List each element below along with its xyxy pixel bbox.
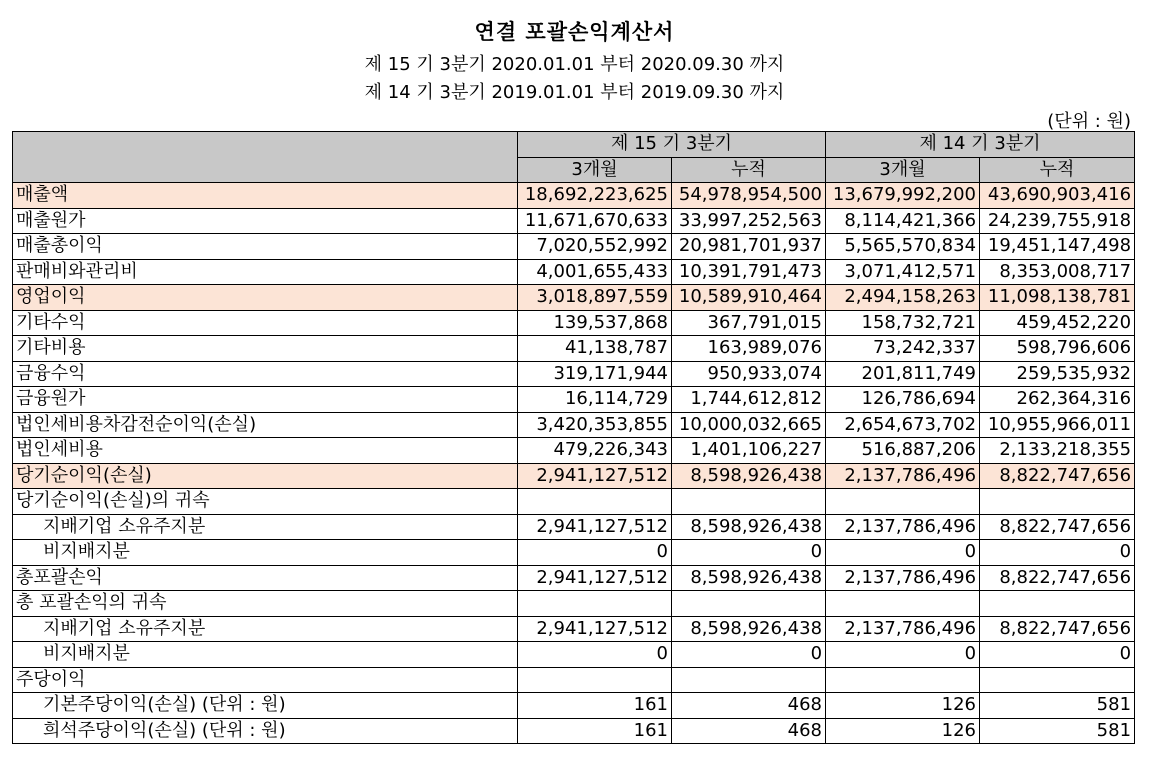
table-row [13,565,1135,591]
row-value: 2,941,127,512 [518,514,672,540]
row-label: 주당이익 [13,667,518,693]
row-value [672,667,826,693]
table-row [13,285,1135,311]
row-value: 20,981,701,937 [672,234,826,260]
current-3month-header: 3개월 [518,157,672,183]
row-value: 11,671,670,633 [518,208,672,234]
row-value: 1,401,106,227 [672,438,826,464]
row-value [826,489,980,515]
row-value: 2,133,218,355 [980,438,1135,464]
row-label: 매출총이익 [13,234,518,260]
row-label: 희석주당이익(손실) (단위 : 원) [13,718,518,744]
statement-title: 연결 포괄손익계산서 [474,20,675,44]
table-row [13,540,1135,566]
row-value [980,489,1135,515]
row-value: 10,391,791,473 [672,259,826,285]
row-value: 262,364,316 [980,387,1135,413]
table-row [13,412,1135,438]
row-label: 기타비용 [13,336,518,362]
row-value: 161 [518,693,672,719]
row-value [980,667,1135,693]
prior-period-header: 제 14 기 3분기 [826,132,1135,158]
row-value: 139,537,868 [518,310,672,336]
row-value: 19,451,147,498 [980,234,1135,260]
row-value: 8,822,747,656 [980,514,1135,540]
row-value: 468 [672,693,826,719]
row-value [518,667,672,693]
row-value [518,591,672,617]
row-label: 판매비와관리비 [13,259,518,285]
income-statement-table [12,131,1135,744]
row-value: 126,786,694 [826,387,980,413]
table-row [13,693,1135,719]
row-label: 당기순이익(손실) [13,463,518,489]
row-value: 8,822,747,656 [980,616,1135,642]
row-label: 기타수익 [13,310,518,336]
row-value: 1,744,612,812 [672,387,826,413]
row-value: 5,565,570,834 [826,234,980,260]
row-value: 0 [826,540,980,566]
row-value: 0 [826,642,980,668]
row-value: 13,679,992,200 [826,183,980,209]
row-value: 0 [980,540,1135,566]
row-value: 0 [518,540,672,566]
row-value [826,667,980,693]
row-value: 0 [980,642,1135,668]
row-value: 43,690,903,416 [980,183,1135,209]
row-value: 516,887,206 [826,438,980,464]
unit-label: (단위 : 원) [1047,111,1131,132]
row-value: 468 [672,718,826,744]
row-value: 479,226,343 [518,438,672,464]
row-value: 126 [826,693,980,719]
row-value: 2,494,158,263 [826,285,980,311]
row-value: 2,137,786,496 [826,565,980,591]
row-value: 163,989,076 [672,336,826,362]
table-row [13,489,1135,515]
row-value: 367,791,015 [672,310,826,336]
row-value: 8,598,926,438 [672,514,826,540]
row-label: 총포괄손익 [13,565,518,591]
row-label: 법인세비용차감전순이익(손실) [13,412,518,438]
table-body [13,183,1135,744]
table-row [13,514,1135,540]
table-row [13,718,1135,744]
row-label: 지배기업 소유주지분 [13,514,518,540]
table-row [13,336,1135,362]
row-value: 16,114,729 [518,387,672,413]
row-value: 8,598,926,438 [672,463,826,489]
row-value: 2,941,127,512 [518,463,672,489]
row-value: 8,114,421,366 [826,208,980,234]
prior-3month-header: 3개월 [826,157,980,183]
row-value: 598,796,606 [980,336,1135,362]
current-cumulative-header: 누적 [672,157,826,183]
row-value: 459,452,220 [980,310,1135,336]
table-row [13,259,1135,285]
table-row [13,234,1135,260]
row-value: 2,137,786,496 [826,616,980,642]
row-value: 10,955,966,011 [980,412,1135,438]
current-period-header: 제 15 기 3분기 [518,132,826,158]
prior-period-line: 제 14 기 3분기 2019.01.01 부터 2019.09.30 까지 [364,82,785,103]
row-value: 2,941,127,512 [518,616,672,642]
row-value: 18,692,223,625 [518,183,672,209]
row-value: 0 [672,540,826,566]
table-row [13,438,1135,464]
row-value: 8,598,926,438 [672,616,826,642]
row-value: 8,822,747,656 [980,565,1135,591]
row-value: 54,978,954,500 [672,183,826,209]
row-value: 10,000,032,665 [672,412,826,438]
row-value: 4,001,655,433 [518,259,672,285]
row-value: 3,018,897,559 [518,285,672,311]
row-value: 41,138,787 [518,336,672,362]
row-value: 10,589,910,464 [672,285,826,311]
row-label: 비지배지분 [13,540,518,566]
row-value: 3,420,353,855 [518,412,672,438]
row-value [518,489,672,515]
row-value: 7,020,552,992 [518,234,672,260]
row-value: 3,071,412,571 [826,259,980,285]
row-label: 영업이익 [13,285,518,311]
row-value: 158,732,721 [826,310,980,336]
row-label: 지배기업 소유주지분 [13,616,518,642]
table-row [13,387,1135,413]
table-row [13,616,1135,642]
row-label: 기본주당이익(손실) (단위 : 원) [13,693,518,719]
row-label: 비지배지분 [13,642,518,668]
row-value: 201,811,749 [826,361,980,387]
row-value: 2,137,786,496 [826,463,980,489]
row-value [980,591,1135,617]
row-value: 581 [980,718,1135,744]
row-value: 0 [518,642,672,668]
row-label: 매출원가 [13,208,518,234]
row-value [672,489,826,515]
row-value: 161 [518,718,672,744]
label-column-header [13,132,518,183]
row-value: 2,941,127,512 [518,565,672,591]
prior-cumulative-header: 누적 [980,157,1135,183]
current-period-line: 제 15 기 3분기 2020.01.01 부터 2020.09.30 까지 [364,54,785,75]
row-value: 8,353,008,717 [980,259,1135,285]
table-row [13,591,1135,617]
table-row [13,667,1135,693]
row-value: 319,171,944 [518,361,672,387]
row-value: 73,242,337 [826,336,980,362]
row-value: 126 [826,718,980,744]
row-value: 259,535,932 [980,361,1135,387]
row-value: 0 [672,642,826,668]
row-value: 8,822,747,656 [980,463,1135,489]
row-label: 금융원가 [13,387,518,413]
row-value [672,591,826,617]
row-value: 24,239,755,918 [980,208,1135,234]
row-label: 금융수익 [13,361,518,387]
row-label: 법인세비용 [13,438,518,464]
table-row [13,183,1135,209]
row-value: 33,997,252,563 [672,208,826,234]
row-value: 2,137,786,496 [826,514,980,540]
table-row [13,642,1135,668]
table-row [13,463,1135,489]
row-value: 2,654,673,702 [826,412,980,438]
table-row [13,208,1135,234]
row-value [826,591,980,617]
table-row [13,310,1135,336]
row-value: 11,098,138,781 [980,285,1135,311]
table-row [13,361,1135,387]
row-label: 당기순이익(손실)의 귀속 [13,489,518,515]
row-value: 8,598,926,438 [672,565,826,591]
row-value: 950,933,074 [672,361,826,387]
row-value: 581 [980,693,1135,719]
row-label: 총 포괄손익의 귀속 [13,591,518,617]
row-label: 매출액 [13,183,518,209]
